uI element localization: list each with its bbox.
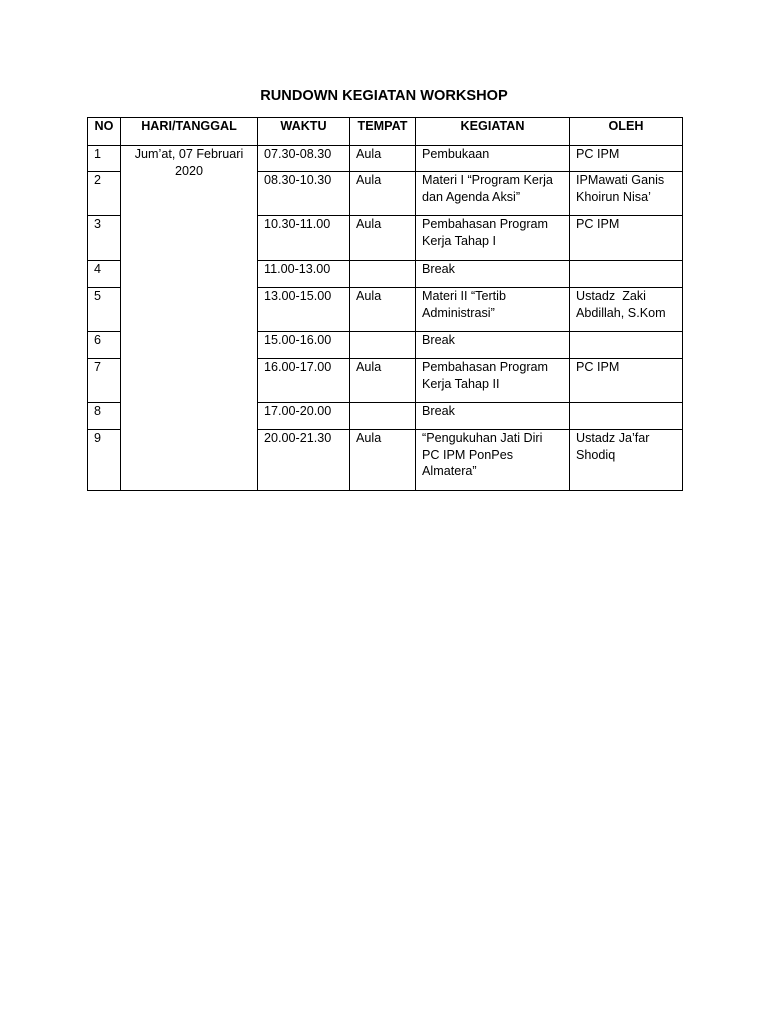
header-oleh: OLEH — [570, 118, 683, 146]
cell-oleh — [570, 403, 683, 430]
cell-kegiatan: Break — [416, 332, 570, 359]
table-header-row — [88, 118, 683, 146]
cell-oleh — [570, 332, 683, 359]
cell-no: 7 — [88, 359, 121, 403]
cell-waktu: 16.00-17.00 — [258, 359, 350, 403]
header-no: NO — [88, 118, 121, 146]
table-row — [88, 146, 683, 172]
cell-kegiatan: Materi I “Program Kerja dan Agenda Aksi” — [416, 172, 570, 216]
cell-tempat — [350, 332, 416, 359]
cell-kegiatan: “Pengukuhan Jati Diri PC IPM PonPes Almatera” — [416, 430, 570, 491]
cell-tempat: Aula — [350, 288, 416, 332]
cell-tempat: Aula — [350, 172, 416, 216]
cell-waktu: 10.30-11.00 — [258, 216, 350, 261]
cell-no: 4 — [88, 261, 121, 288]
cell-kegiatan: Pembahasan Program Kerja Tahap I — [416, 216, 570, 261]
cell-kegiatan: Pembukaan — [416, 146, 570, 172]
cell-oleh — [570, 261, 683, 288]
cell-tempat — [350, 403, 416, 430]
cell-waktu: 11.00-13.00 — [258, 261, 350, 288]
cell-kegiatan: Break — [416, 261, 570, 288]
cell-tempat: Aula — [350, 359, 416, 403]
cell-hari-tanggal: Jum’at, 07 Februari 2020 — [121, 146, 258, 491]
header-waktu: WAKTU — [258, 118, 350, 146]
cell-oleh: Ustadz Zaki Abdillah, S.Kom — [570, 288, 683, 332]
cell-oleh: IPMawati Ganis Khoirun Nisa’ — [570, 172, 683, 216]
cell-no: 3 — [88, 216, 121, 261]
header-kegiatan: KEGIATAN — [416, 118, 570, 146]
cell-oleh: PC IPM — [570, 359, 683, 403]
cell-no: 8 — [88, 403, 121, 430]
cell-kegiatan: Materi II “Tertib Administrasi” — [416, 288, 570, 332]
cell-waktu: 20.00-21.30 — [258, 430, 350, 491]
cell-kegiatan: Pembahasan Program Kerja Tahap II — [416, 359, 570, 403]
cell-no: 5 — [88, 288, 121, 332]
cell-tempat: Aula — [350, 216, 416, 261]
cell-waktu: 13.00-15.00 — [258, 288, 350, 332]
cell-no: 6 — [88, 332, 121, 359]
cell-kegiatan: Break — [416, 403, 570, 430]
cell-no: 9 — [88, 430, 121, 491]
cell-no: 2 — [88, 172, 121, 216]
cell-waktu: 07.30-08.30 — [258, 146, 350, 172]
cell-tempat — [350, 261, 416, 288]
cell-waktu: 08.30-10.30 — [258, 172, 350, 216]
cell-oleh: PC IPM — [570, 146, 683, 172]
cell-oleh: PC IPM — [570, 216, 683, 261]
cell-tempat: Aula — [350, 146, 416, 172]
rundown-table — [87, 117, 683, 491]
cell-waktu: 17.00-20.00 — [258, 403, 350, 430]
header-hari-tanggal: HARI/TANGGAL — [121, 118, 258, 146]
header-tempat: TEMPAT — [350, 118, 416, 146]
cell-waktu: 15.00-16.00 — [258, 332, 350, 359]
cell-no: 1 — [88, 146, 121, 172]
cell-oleh: Ustadz Ja’far Shodiq — [570, 430, 683, 491]
document-title: RUNDOWN KEGIATAN WORKSHOP — [260, 88, 508, 104]
cell-tempat: Aula — [350, 430, 416, 491]
